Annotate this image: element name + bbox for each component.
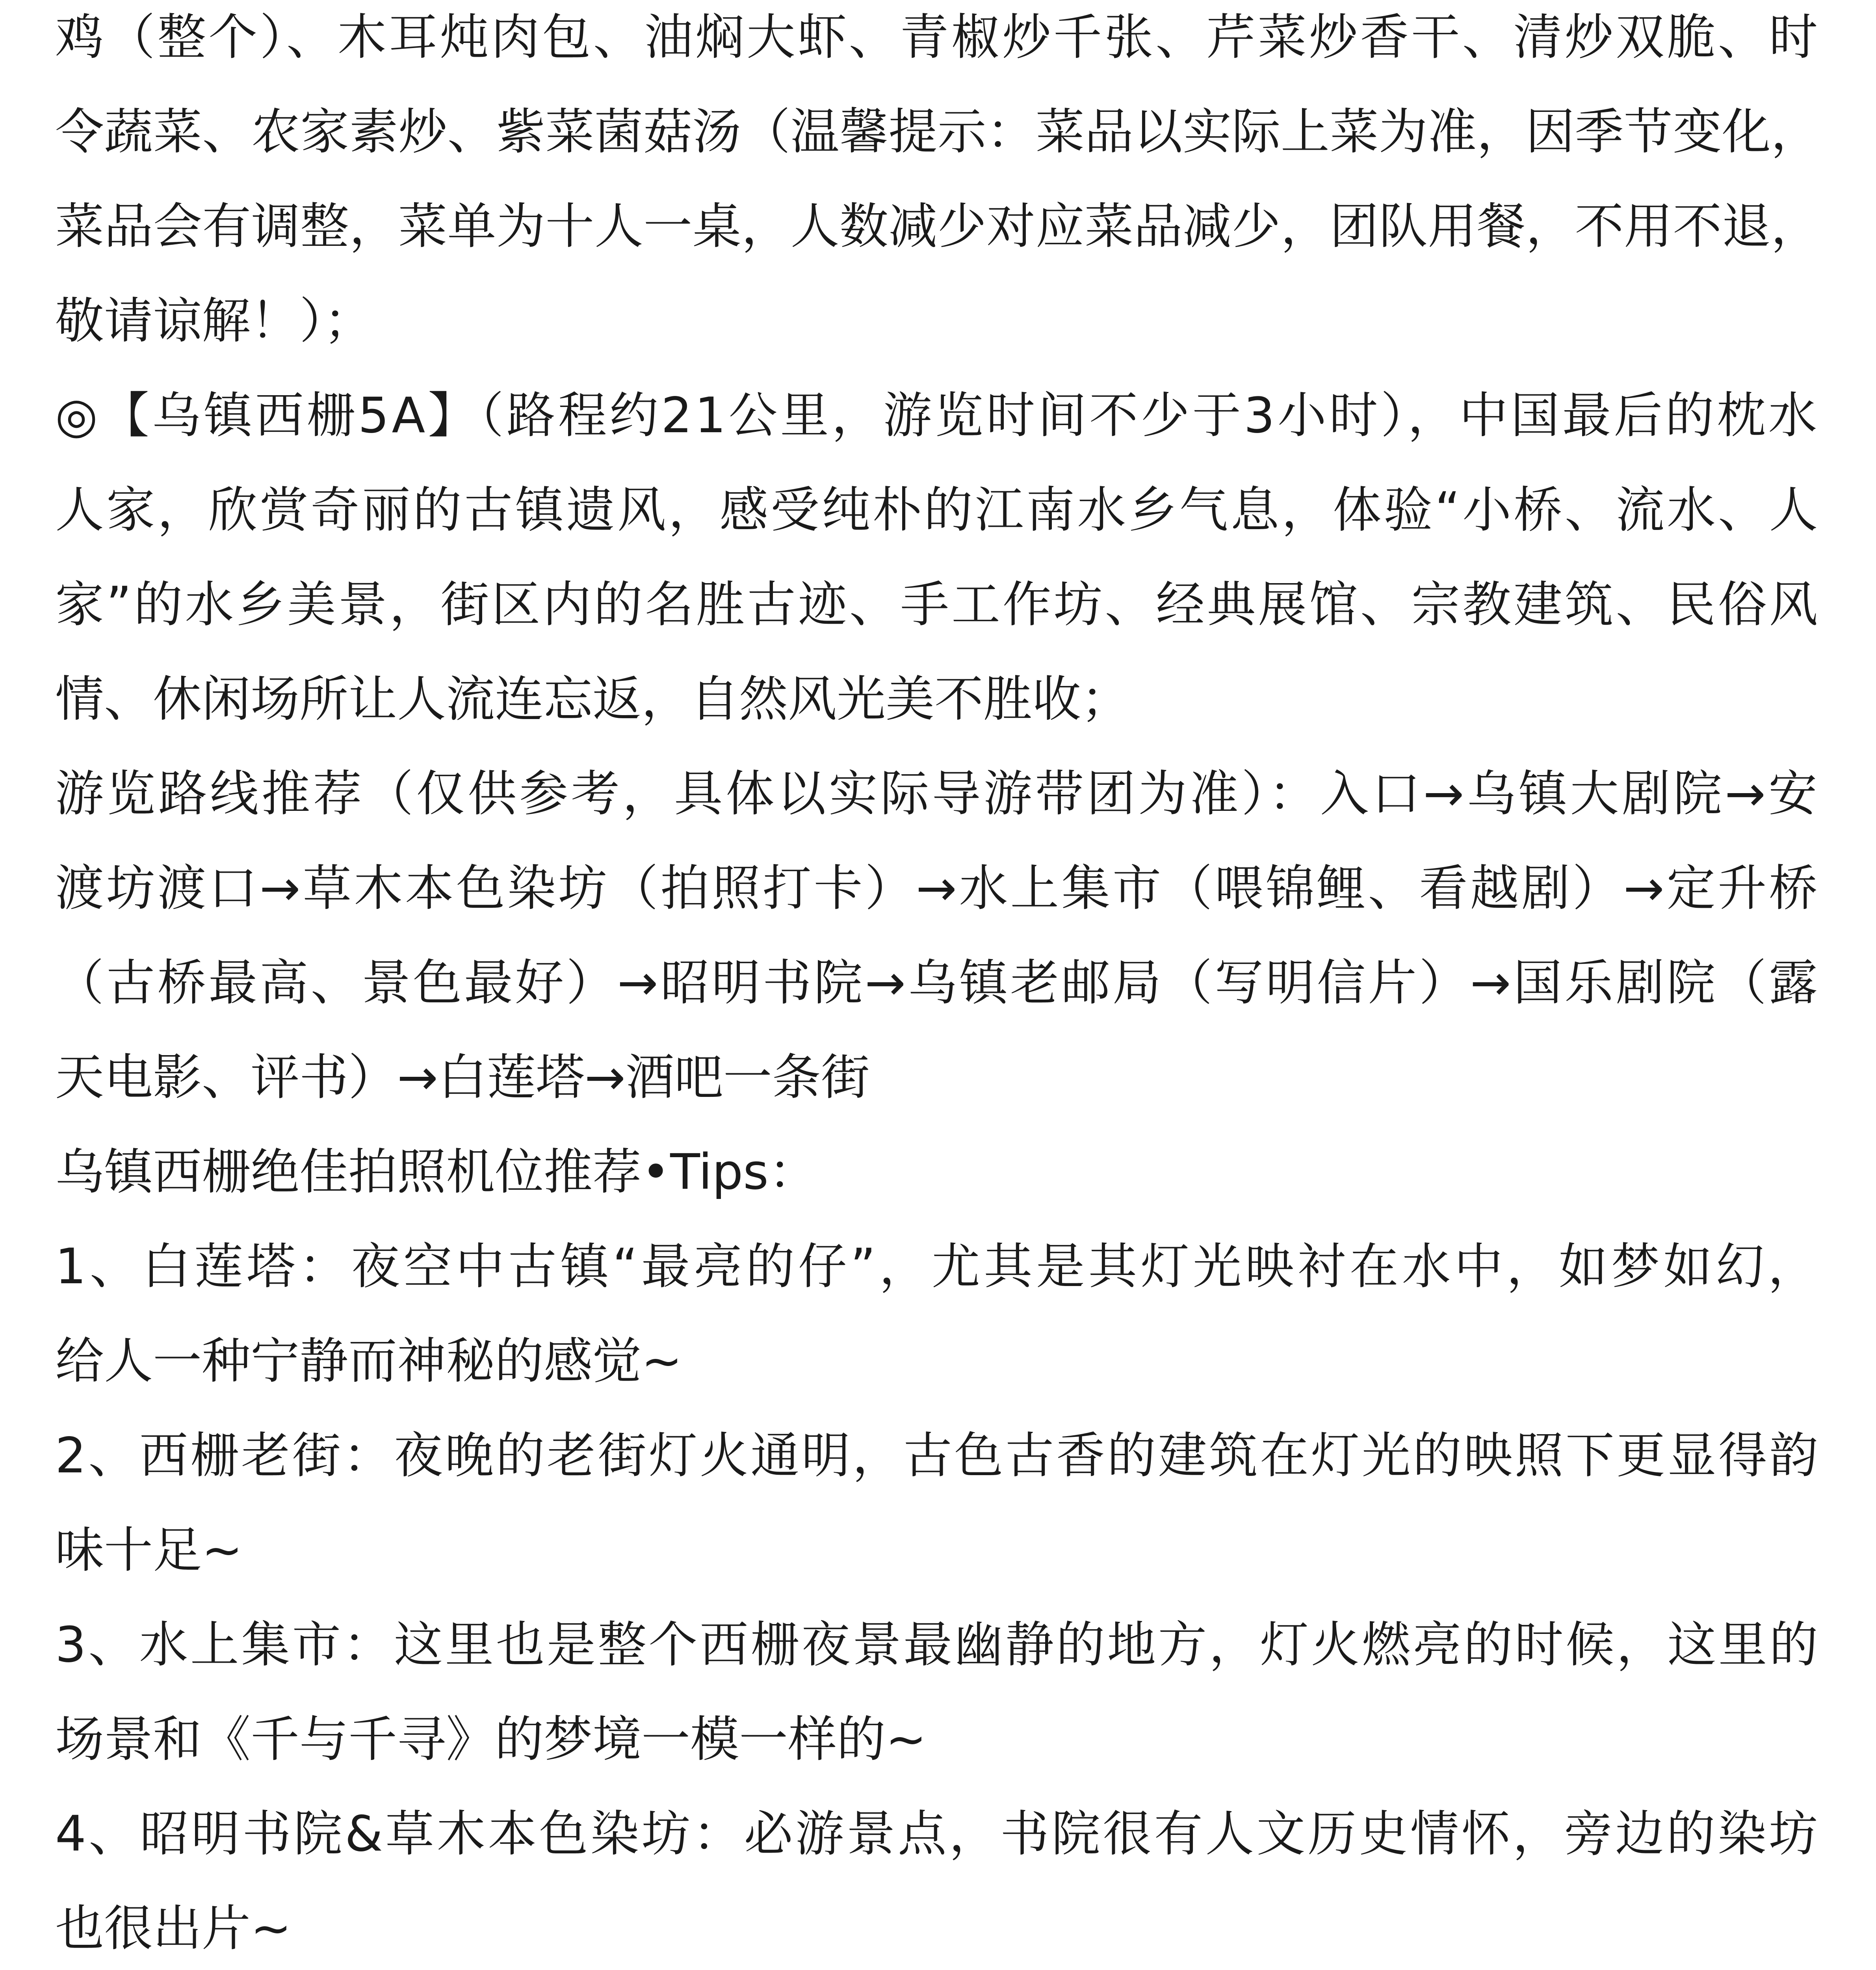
text-line: 家”的水乡美景，街区内的名胜古迹、手工作坊、经典展馆、宗教建筑、民俗风	[55, 576, 1820, 633]
text-line: 情、休闲场所让人流连忘返，自然风光美不胜收；	[55, 671, 1130, 728]
text-line: 4、昭明书院&草木本色染坊：必游景点，书院很有人文历史情怀，旁边的染坊	[55, 1806, 1820, 1862]
text-line: ◎【乌镇西栅5A】（路程约21公里，游览时间不少于3小时），中国最后的枕水	[55, 387, 1820, 444]
text-line: 游览路线推荐（仅供参考，具体以实际导游带团为准）：入口→乌镇大剧院→安	[55, 766, 1820, 822]
text-line: 乌镇西栅绝佳拍照机位推荐•Tips：	[55, 1144, 817, 1201]
text-line: 也很出片~	[55, 1900, 292, 1957]
text-line: 渡坊渡口→草木本色染坊（拍照打卡）→水上集市（喂锦鲤、看越剧）→定升桥	[55, 860, 1820, 917]
text-line: 菜品会有调整，菜单为十人一桌，人数减少对应菜品减少，团队用餐，不用不退，	[55, 198, 1820, 255]
text-line: 味十足~	[55, 1522, 243, 1579]
text-line: 令蔬菜、农家素炒、紫菜菌菇汤（温馨提示：菜品以实际上菜为准，因季节变化，	[55, 104, 1820, 160]
text-line: 鸡（整个）、木耳炖肉包、油焖大虾、青椒炒千张、芹菜炒香干、清炒双脆、时	[55, 9, 1820, 66]
text-line: 天电影、评书）→白莲塔→酒吧一条街	[55, 1049, 870, 1106]
text-line: 人家，欣赏奇丽的古镇遗风，感受纯朴的江南水乡气息，体验“小桥、流水、人	[55, 482, 1820, 539]
text-line: 敬请谅解！）；	[55, 293, 373, 349]
text-line: （古桥最高、景色最好）→昭明书院→乌镇老邮局（写明信片）→国乐剧院（露	[55, 955, 1820, 1011]
text-line: 2、西栅老街：夜晚的老街灯火通明，古色古香的建筑在灯光的映照下更显得韵	[55, 1427, 1820, 1484]
text-line: 场景和《千与千寻》的梦境一模一样的~	[55, 1711, 927, 1768]
text-line: 给人一种宁静而神秘的感觉~	[55, 1333, 682, 1390]
text-line: 3、水上集市：这里也是整个西栅夜景最幽静的地方，灯火燃亮的时候，这里的	[55, 1617, 1820, 1673]
text-line: 1、白莲塔：夜空中古镇“最亮的仔”，尤其是其灯光映衬在水中，如梦如幻，	[55, 1238, 1820, 1295]
